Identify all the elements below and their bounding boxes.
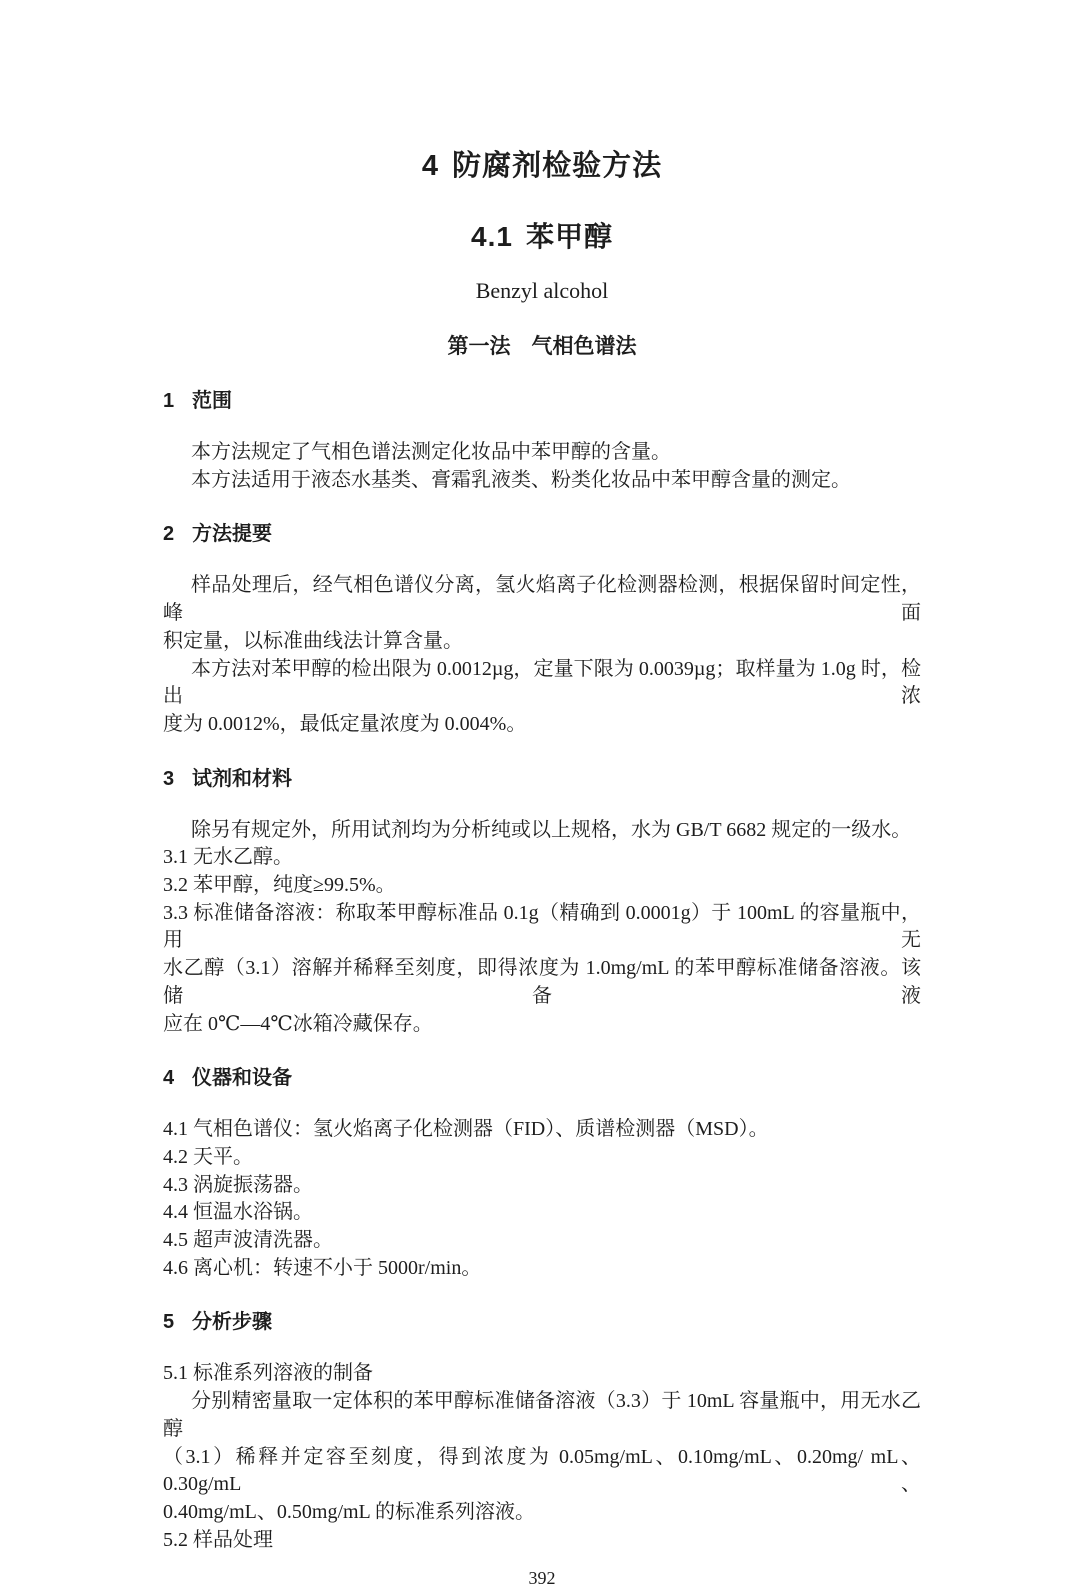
section-title: 仪器和设备 — [192, 1067, 292, 1090]
section-body-scope — [163, 439, 921, 494]
section-title: 分析步骤 — [192, 1311, 272, 1334]
section-number: 2 — [163, 523, 175, 546]
text-line: 4.1 气相色谱仪：氢火焰离子化检测器（FID）、质谱检测器（MSD）。 — [163, 1118, 769, 1141]
section-title: 试剂和材料 — [192, 767, 292, 790]
section-heading-summary — [163, 520, 921, 548]
text-line: 0.40mg/mL、0.50mg/mL 的标准系列溶液。 — [163, 1500, 536, 1523]
text-line: 3.2 苯甲醇，纯度≥99.5%。 — [163, 874, 396, 897]
text-line: 5.2 样品处理 — [163, 1528, 273, 1551]
section-body-instruments — [163, 1116, 921, 1282]
page-number: 392 — [528, 1568, 556, 1589]
text-line: 本方法规定了气相色谱法测定化妆品中苯甲醇的含量。 — [191, 441, 671, 463]
section-body-reagents — [163, 817, 921, 1039]
text-line: 本方法适用于液态水基类、膏霜乳液类、粉类化妆品中苯甲醇含量的测定。 — [191, 468, 851, 491]
text-line: 3.3 标准储备溶液：称取苯甲醇标准品 0.1g（精确到 0.0001g）于 100mL 的容量瓶中，用无 — [163, 901, 921, 952]
section-number: 3 — [163, 767, 175, 790]
section-heading-scope — [163, 387, 921, 415]
text-line: 4.2 天平。 — [163, 1145, 253, 1168]
method-heading: 第一法 气相色谱法 — [447, 335, 637, 358]
text-line: 积定量，以标准曲线法计算含量。 — [163, 629, 463, 652]
section-number: 5 — [163, 1311, 175, 1334]
text-line: （3.1）稀释并定容至刻度，得到浓度为 0.05mg/mL、0.10mg/mL、0.20mg/ mL、0.30g/mL、 — [163, 1445, 921, 1496]
page-content — [163, 0, 921, 1590]
text-line: 水乙醇（3.1）溶解并稀释至刻度，即得浓度为 1.0mg/mL 的苯甲醇标准储备溶液。该储备液 — [163, 957, 921, 1007]
text-line: 4.6 离心机：转速不小于 5000r/min。 — [163, 1256, 482, 1279]
section-number: 1 — [163, 390, 175, 412]
text-line: 样品处理后，经气相色谱仪分离，氢火焰离子化检测器检测，根据保留时间定性，峰面 — [163, 574, 921, 625]
section-body-summary — [163, 572, 921, 738]
chapter-title — [163, 147, 921, 186]
section-title: 范围 — [192, 390, 232, 412]
section-number: 4 — [163, 1067, 175, 1090]
text-line: 4.3 涡旋振荡器。 — [163, 1173, 313, 1196]
text-line: 分别精密量取一定体积的苯甲醇标准储备溶液（3.3）于 10mL 容量瓶中，用无水乙醇 — [163, 1390, 921, 1440]
text-line: 4.4 恒温水浴锅。 — [163, 1201, 313, 1224]
chapter-title-text: 防腐剂检验方法 — [452, 150, 663, 182]
text-line: 本方法对苯甲醇的检出限为 0.0012µg，定量下限为 0.0039µg；取样量为 1.0g 时，检出浓 — [163, 657, 921, 708]
subsection-number: 4.1 — [471, 221, 513, 252]
text-line: 除另有规定外，所用试剂均为分析纯或以上规格，水为 GB/T 6682 规定的一级水。 — [191, 818, 912, 841]
section-heading-instruments — [163, 1064, 921, 1092]
text-line: 3.1 无水乙醇。 — [163, 846, 293, 869]
text-line: 度为 0.0012%，最低定量浓度为 0.004%。 — [163, 712, 527, 735]
subsection-title-text: 苯甲醇 — [525, 221, 613, 252]
section-heading-procedure — [163, 1308, 921, 1336]
section-heading-reagents — [163, 765, 921, 793]
section-title: 方法提要 — [192, 523, 272, 546]
text-line: 5.1 标准系列溶液的制备 — [163, 1362, 373, 1385]
text-line: 应在 0℃—4℃冰箱冷藏保存。 — [163, 1012, 433, 1035]
subsection-title — [163, 218, 921, 256]
chapter-number: 4 — [421, 150, 440, 182]
english-title: Benzyl alcohol — [475, 278, 609, 303]
section-body-procedure — [163, 1360, 921, 1554]
text-line: 4.5 超声波清洗器。 — [163, 1229, 333, 1252]
